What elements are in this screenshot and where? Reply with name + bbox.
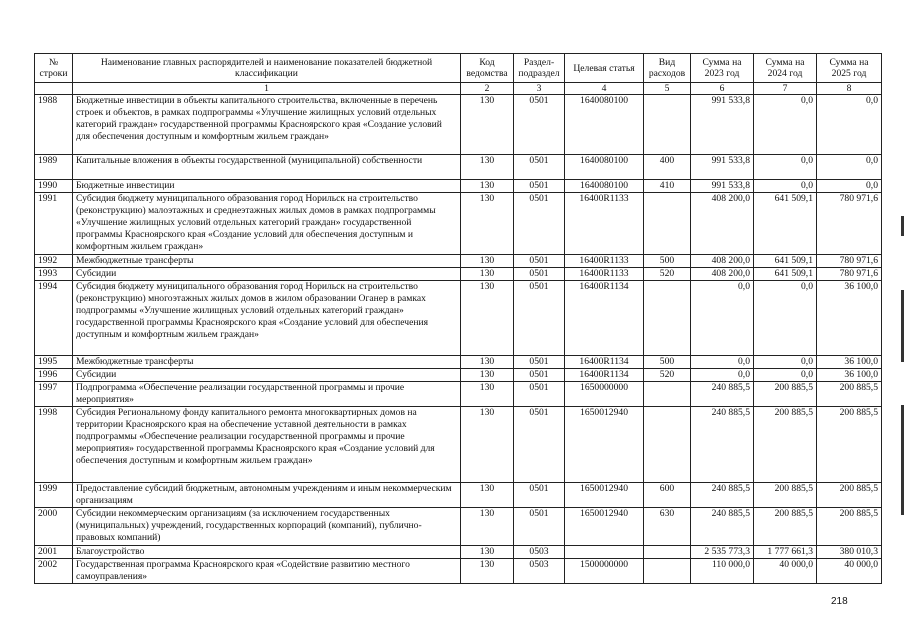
row-number: 1994 (35, 281, 73, 356)
row-number: 1999 (35, 483, 73, 508)
row-number: 1997 (35, 382, 73, 407)
table-row (35, 180, 882, 193)
row-target-item: 16400R1133 (565, 255, 644, 268)
row-sum-2023: 991 533,8 (691, 95, 754, 155)
row-name: Предоставление субсидий бюджетным, автономным учреждениям и иным некоммерческим организациям (73, 483, 461, 508)
row-name: Межбюджетные трансферты (73, 356, 461, 369)
row-sum-2023: 0,0 (691, 281, 754, 356)
row-target-item: 16400R1133 (565, 268, 644, 281)
row-number: 1993 (35, 268, 73, 281)
row-sum-2024: 200 885,5 (754, 407, 817, 483)
row-name: Капитальные вложения в объекты государственной (муниципальной) собственности (73, 155, 461, 180)
row-section: 0501 (514, 255, 565, 268)
row-expense-kind: 500 (644, 356, 691, 369)
row-target-item: 1640080100 (565, 155, 644, 180)
row-sum-2023: 2 535 773,3 (691, 546, 754, 559)
row-number: 1996 (35, 369, 73, 382)
row-number: 1992 (35, 255, 73, 268)
table-row (35, 268, 882, 281)
row-sum-2024: 0,0 (754, 356, 817, 369)
row-target-item: 1640080100 (565, 180, 644, 193)
row-name: Субсидии некоммерческим организациям (за исключением государственных (муниципальных) учреждений, государственных корпораций (компаний), публично-правовых компаний) (73, 508, 461, 546)
row-target-item: 1650012940 (565, 508, 644, 546)
row-sum-2023: 240 885,5 (691, 508, 754, 546)
header-target-item: Целевая статья (565, 54, 644, 83)
row-target-item: 16400R1134 (565, 369, 644, 382)
row-section: 0501 (514, 382, 565, 407)
row-name: Государственная программа Красноярского края «Содействие развитию местного самоуправления» (73, 559, 461, 584)
row-sum-2024: 0,0 (754, 95, 817, 155)
row-name: Подпрограмма «Обеспечение реализации государственной программы и прочие мероприятия» (73, 382, 461, 407)
row-expense-kind: 400 (644, 155, 691, 180)
row-number: 2000 (35, 508, 73, 546)
row-number: 1998 (35, 407, 73, 483)
row-section: 0501 (514, 155, 565, 180)
row-sum-2023: 240 885,5 (691, 483, 754, 508)
row-expense-kind (644, 95, 691, 155)
row-dept-code: 130 (461, 268, 514, 281)
row-target-item: 16400R1133 (565, 193, 644, 255)
index-cell: 1 (73, 83, 461, 95)
table-row (35, 546, 882, 559)
row-expense-kind (644, 407, 691, 483)
index-cell: 5 (644, 83, 691, 95)
row-sum-2023: 991 533,8 (691, 180, 754, 193)
row-target-item: 16400R1134 (565, 356, 644, 369)
row-section: 0503 (514, 546, 565, 559)
index-cell: 2 (461, 83, 514, 95)
row-dept-code: 130 (461, 155, 514, 180)
row-sum-2024: 641 509,1 (754, 193, 817, 255)
row-sum-2024: 200 885,5 (754, 508, 817, 546)
row-target-item (565, 546, 644, 559)
table-row (35, 407, 882, 483)
row-sum-2023: 408 200,0 (691, 255, 754, 268)
row-name: Субсидия Региональному фонду капитального ремонта многоквартирных домов на территории Красноярского края на обеспечение уставной деятельности в рамках подпрограммы «Обеспечение реализации государственной программы и прочие мероприятия» государственной программы Красноярского края «Создание условий для обеспечения доступным и комфортным жильем граждан» (73, 407, 461, 483)
page-number: 218 (831, 596, 848, 607)
row-dept-code: 130 (461, 559, 514, 584)
header-expense-kind: Вид расходов (644, 54, 691, 83)
row-target-item: 1650000000 (565, 382, 644, 407)
row-dept-code: 130 (461, 382, 514, 407)
row-sum-2023: 408 200,0 (691, 193, 754, 255)
row-sum-2024: 40 000,0 (754, 559, 817, 584)
row-dept-code: 130 (461, 407, 514, 483)
row-sum-2024: 0,0 (754, 180, 817, 193)
row-target-item: 1500000000 (565, 559, 644, 584)
column-index-row (35, 83, 882, 95)
row-number: 2001 (35, 546, 73, 559)
header-dept-code: Код ведомства (461, 54, 514, 83)
row-sum-2024: 641 509,1 (754, 255, 817, 268)
row-name: Благоустройство (73, 546, 461, 559)
row-expense-kind: 520 (644, 268, 691, 281)
row-sum-2024: 200 885,5 (754, 483, 817, 508)
row-sum-2023: 408 200,0 (691, 268, 754, 281)
row-expense-kind (644, 382, 691, 407)
table-row (35, 369, 882, 382)
row-section: 0501 (514, 369, 565, 382)
row-sum-2024: 0,0 (754, 155, 817, 180)
row-sum-2024: 0,0 (754, 281, 817, 356)
row-sum-2025: 0,0 (817, 155, 882, 180)
row-target-item: 1640080100 (565, 95, 644, 155)
row-dept-code: 130 (461, 369, 514, 382)
budget-table (34, 53, 882, 584)
table-row (35, 255, 882, 268)
row-sum-2025: 780 971,6 (817, 268, 882, 281)
row-name: Субсидии (73, 369, 461, 382)
row-sum-2024: 0,0 (754, 369, 817, 382)
table-row (35, 193, 882, 255)
row-dept-code: 130 (461, 483, 514, 508)
row-number: 1995 (35, 356, 73, 369)
row-sum-2023: 991 533,8 (691, 155, 754, 180)
row-expense-kind (644, 546, 691, 559)
row-sum-2025: 0,0 (817, 95, 882, 155)
row-number: 2002 (35, 559, 73, 584)
row-sum-2025: 36 100,0 (817, 369, 882, 382)
row-name: Субсидия бюджету муниципального образования город Норильск на строительство (реконструкцию) малоэтажных и среднеэтажных жилых домов в рамках подпрограммы «Улучшение жилищных условий отдельных категорий граждан» государственной программы Красноярского края «Создание условий для обеспечения доступным и комфортным жильем граждан» (73, 193, 461, 255)
row-number: 1989 (35, 155, 73, 180)
row-sum-2025: 200 885,5 (817, 382, 882, 407)
index-cell: 3 (514, 83, 565, 95)
table-header-row (35, 54, 882, 83)
row-target-item: 16400R1134 (565, 281, 644, 356)
header-name: Наименование главных распорядителей и наименование показателей бюджетной классификации (73, 54, 461, 83)
header-section: Раздел-подраздел (514, 54, 565, 83)
row-expense-kind (644, 193, 691, 255)
row-section: 0503 (514, 559, 565, 584)
row-expense-kind (644, 281, 691, 356)
row-section: 0501 (514, 356, 565, 369)
row-expense-kind: 410 (644, 180, 691, 193)
header-sum-2023: Сумма на 2023 год (691, 54, 754, 83)
row-number: 1990 (35, 180, 73, 193)
row-sum-2023: 0,0 (691, 356, 754, 369)
row-sum-2023: 240 885,5 (691, 407, 754, 483)
row-expense-kind: 520 (644, 369, 691, 382)
table-row (35, 356, 882, 369)
row-sum-2025: 200 885,5 (817, 407, 882, 483)
table-row (35, 382, 882, 407)
row-sum-2024: 1 777 661,3 (754, 546, 817, 559)
row-dept-code: 130 (461, 255, 514, 268)
row-sum-2024: 200 885,5 (754, 382, 817, 407)
row-sum-2025: 200 885,5 (817, 483, 882, 508)
row-sum-2025: 780 971,6 (817, 193, 882, 255)
row-name: Межбюджетные трансферты (73, 255, 461, 268)
row-name: Бюджетные инвестиции (73, 180, 461, 193)
row-dept-code: 130 (461, 546, 514, 559)
row-expense-kind: 630 (644, 508, 691, 546)
row-dept-code: 130 (461, 193, 514, 255)
row-section: 0501 (514, 193, 565, 255)
row-sum-2023: 0,0 (691, 369, 754, 382)
row-sum-2025: 200 885,5 (817, 508, 882, 546)
table-row (35, 483, 882, 508)
row-sum-2023: 110 000,0 (691, 559, 754, 584)
row-section: 0501 (514, 180, 565, 193)
row-sum-2025: 36 100,0 (817, 281, 882, 356)
table-row (35, 155, 882, 180)
row-number: 1991 (35, 193, 73, 255)
row-sum-2024: 641 509,1 (754, 268, 817, 281)
row-sum-2025: 380 010,3 (817, 546, 882, 559)
header-sum-2025: Сумма на 2025 год (817, 54, 882, 83)
index-cell: 6 (691, 83, 754, 95)
row-expense-kind: 600 (644, 483, 691, 508)
row-sum-2025: 780 971,6 (817, 255, 882, 268)
row-expense-kind: 500 (644, 255, 691, 268)
row-name: Субсидии (73, 268, 461, 281)
row-dept-code: 130 (461, 180, 514, 193)
row-section: 0501 (514, 407, 565, 483)
header-sum-2024: Сумма на 2024 год (754, 54, 817, 83)
table-row (35, 281, 882, 356)
table-row (35, 95, 882, 155)
row-expense-kind (644, 559, 691, 584)
index-cell: 8 (817, 83, 882, 95)
row-number: 1988 (35, 95, 73, 155)
row-target-item: 1650012940 (565, 483, 644, 508)
row-dept-code: 130 (461, 95, 514, 155)
row-dept-code: 130 (461, 281, 514, 356)
index-cell (35, 83, 73, 95)
index-cell: 7 (754, 83, 817, 95)
row-name: Субсидия бюджету муниципального образования город Норильск на строительство (реконструкцию) многоэтажных жилых домов в жилом образовании Оганер в рамках подпрограммы «Улучшение жилищных условий отдельных категорий граждан» государственной программы Красноярского края «Создание условий для обеспечения доступным и комфортным жильем граждан» (73, 281, 461, 356)
row-section: 0501 (514, 95, 565, 155)
header-row-number: № строки (35, 54, 73, 83)
row-section: 0501 (514, 281, 565, 356)
table-row (35, 559, 882, 584)
row-sum-2025: 36 100,0 (817, 356, 882, 369)
row-sum-2023: 240 885,5 (691, 382, 754, 407)
row-sum-2025: 0,0 (817, 180, 882, 193)
row-target-item: 1650012940 (565, 407, 644, 483)
index-cell: 4 (565, 83, 644, 95)
row-section: 0501 (514, 268, 565, 281)
table-row (35, 508, 882, 546)
row-section: 0501 (514, 508, 565, 546)
row-sum-2025: 40 000,0 (817, 559, 882, 584)
row-dept-code: 130 (461, 356, 514, 369)
row-dept-code: 130 (461, 508, 514, 546)
row-name: Бюджетные инвестиции в объекты капитального строительства, включенные в перечень строек и объектов, в рамках подпрограммы «Улучшение жилищных условий отдельных категорий граждан» государственной программы Красноярского края «Создание условий для обеспечения доступным и комфортным жильем граждан» (73, 95, 461, 155)
row-section: 0501 (514, 483, 565, 508)
